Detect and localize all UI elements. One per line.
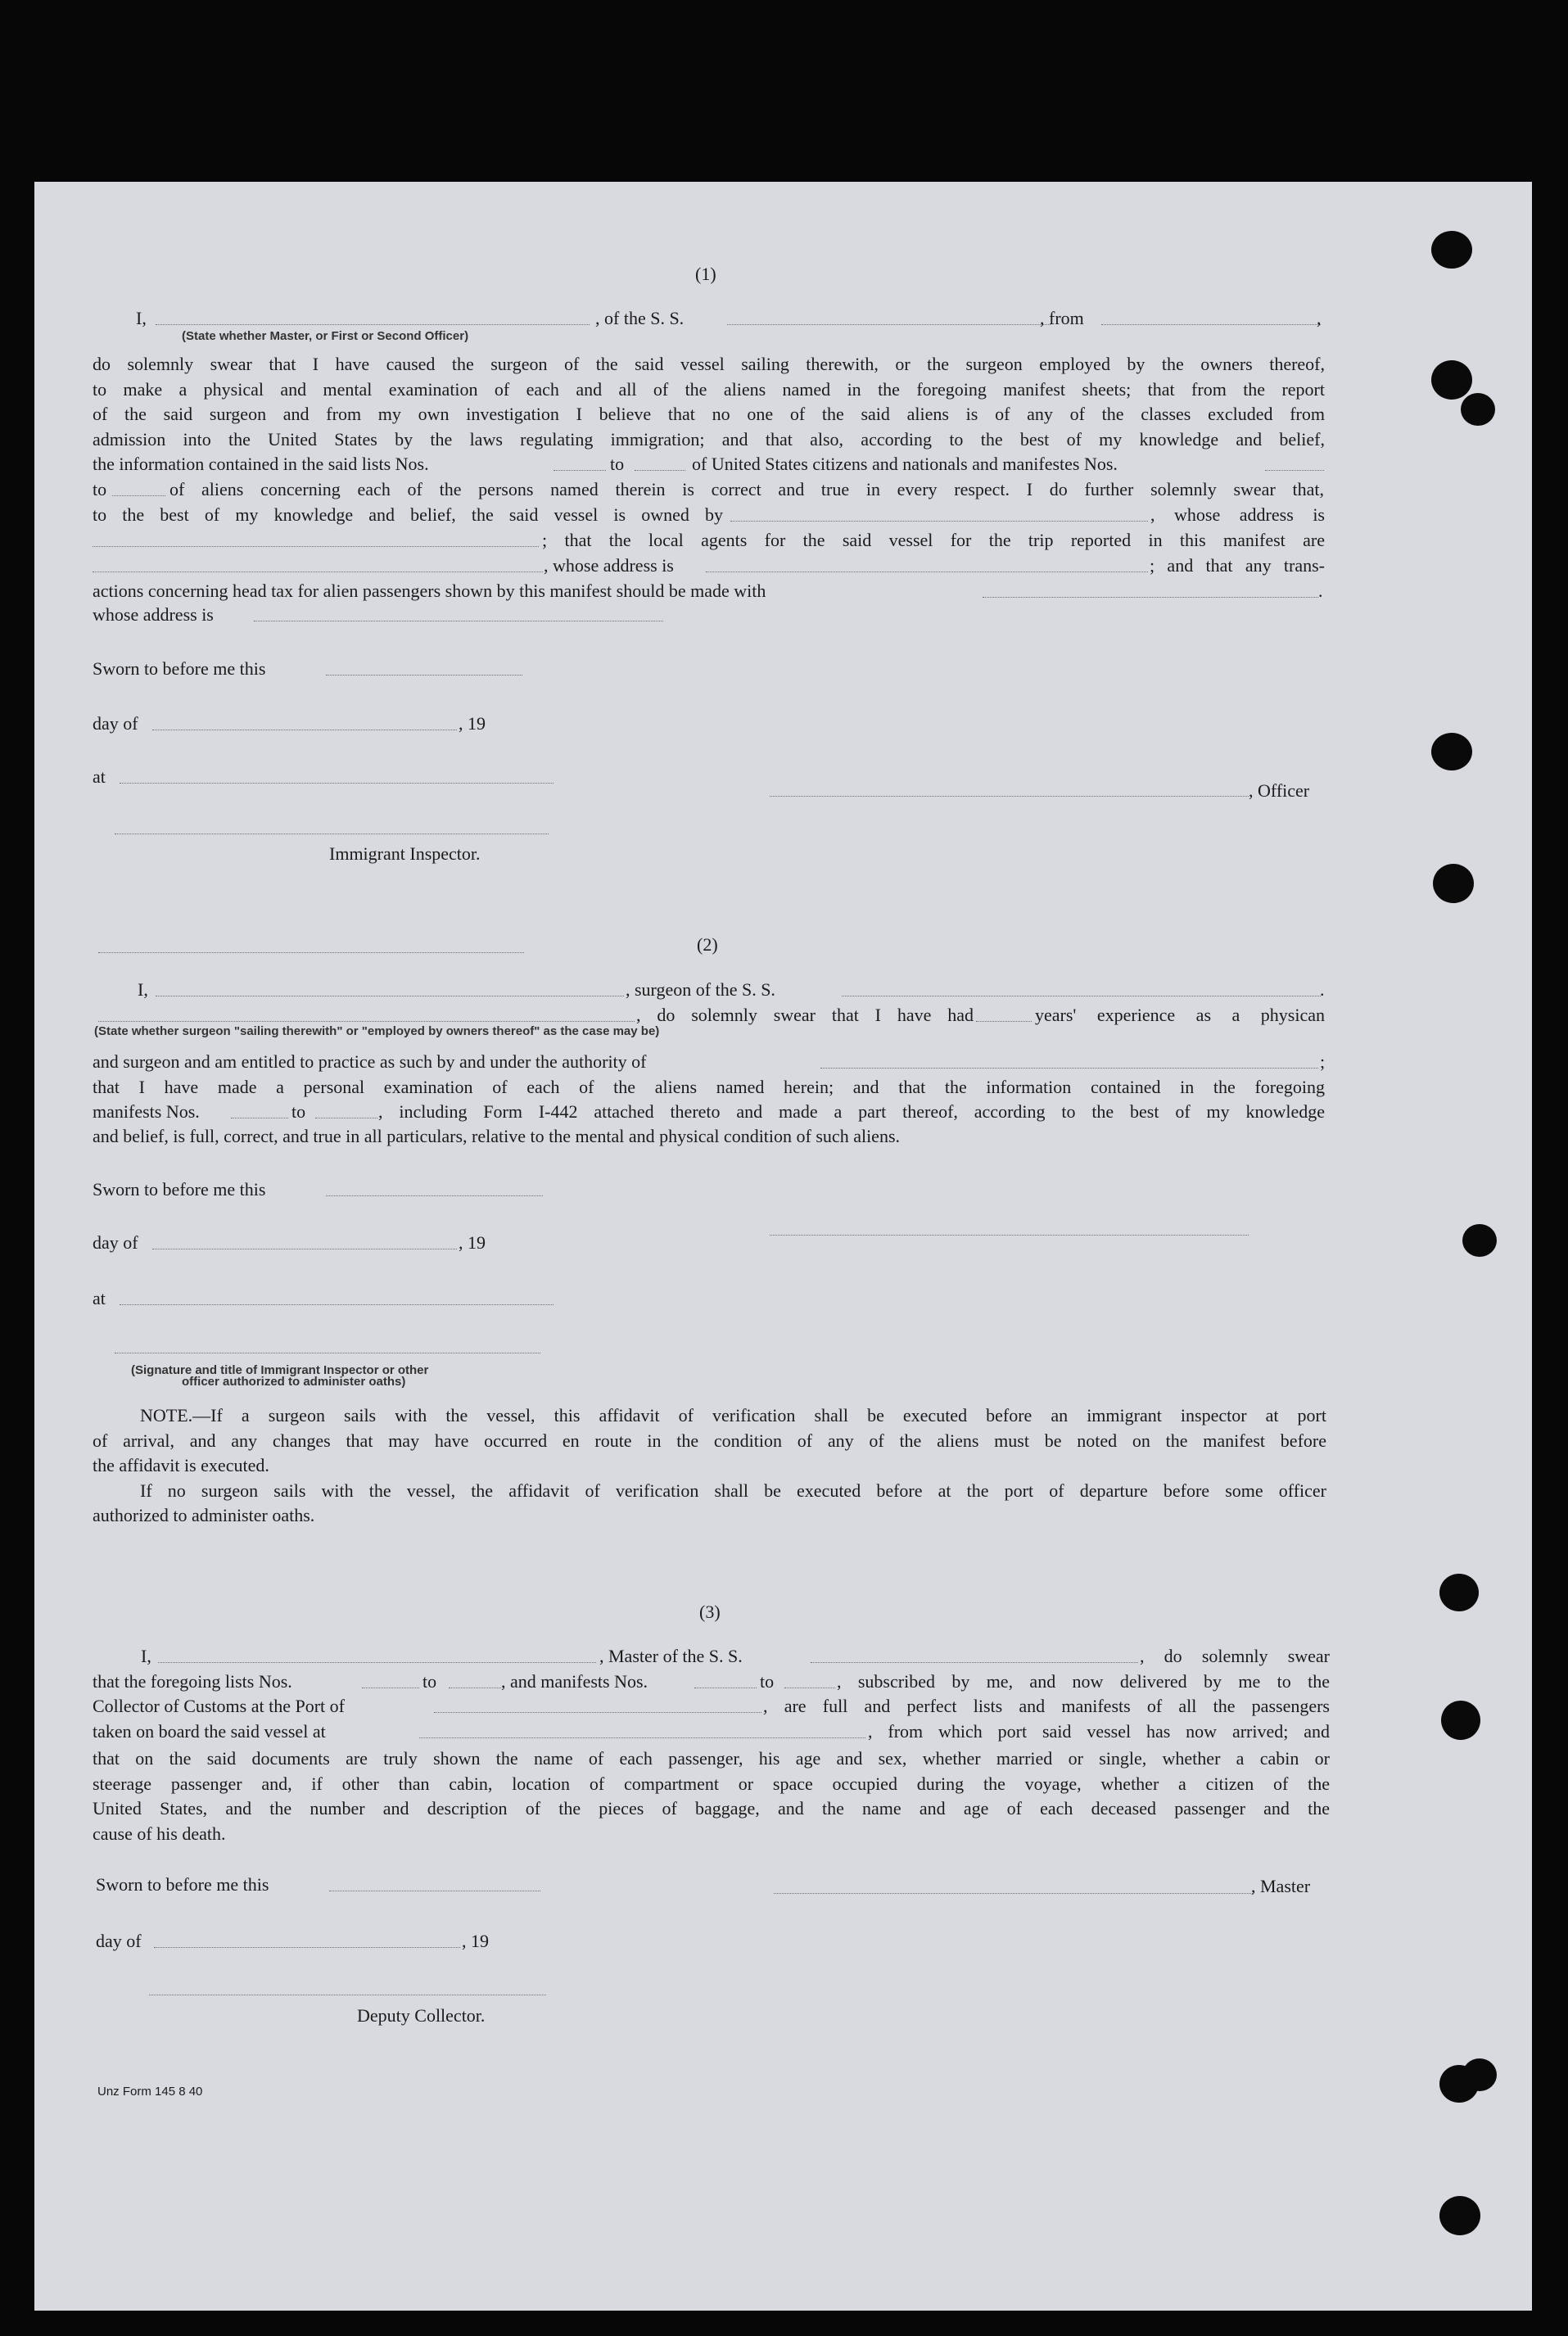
s1-body-line: of the said surgeon and from my own investigation I believe that no one of the said aliens is of any of the classes excluded from — [93, 404, 1325, 424]
s1-head-tax-line — [983, 597, 1318, 598]
s1-from-label: , from — [1040, 308, 1084, 328]
punch-hole — [1431, 360, 1472, 400]
s3-body-line: cause of his death. — [93, 1823, 226, 1844]
s3-day-of: day of — [96, 1931, 142, 1951]
s2-l4: that I have made a personal examination of each of the aliens named herein; and that the information contained in the foregoing — [93, 1077, 1325, 1097]
s2-sig-note-2: officer authorized to administer oaths) — [182, 1375, 406, 1389]
s1-of-ss-label: , of the S. S. — [595, 308, 685, 328]
s1-comma: , — [1317, 308, 1322, 328]
punch-hole — [1431, 231, 1472, 269]
s1-inspector-label: Immigrant Inspector. — [329, 843, 481, 864]
punch-hole — [1431, 733, 1472, 770]
s1-officer-name-line — [156, 324, 590, 325]
s2-comma: . — [1320, 979, 1325, 1000]
s2-sworn-line — [326, 1195, 543, 1196]
s2-top-line — [98, 952, 524, 953]
s3-day-line — [154, 1947, 460, 1948]
s3-l2d: to — [760, 1671, 775, 1692]
s1-body — [93, 352, 1325, 452]
s1-l6b: of aliens concerning each of the persons named therein is correct and true in every respect. I do further solemnly swear that, — [169, 479, 1324, 499]
s1-owner-line — [730, 521, 1148, 522]
s3-master-signature-line — [774, 1893, 1253, 1894]
s3-year: , 19 — [462, 1931, 489, 1951]
s1-owner-address-line — [93, 546, 539, 547]
s3-l2a: that the foregoing lists Nos. — [93, 1671, 292, 1692]
s3-l2e: , subscribed by me, and now delivered by me to the — [837, 1671, 1330, 1692]
s1-l11: whose address is — [93, 604, 214, 625]
s2-years: years' experience as a physican — [1035, 1005, 1325, 1025]
s2-note-line: the affidavit is executed. — [93, 1455, 269, 1475]
s1-day-of: day of — [93, 713, 138, 734]
punch-hole — [1461, 393, 1495, 426]
s1-lists-from-line — [554, 470, 606, 471]
s3-body-line: United States, and the number and description of the pieces of baggage, and the name and age of each deceased passenger and the — [93, 1798, 1330, 1819]
s2-swear: , do solemnly swear that I have had — [636, 1005, 974, 1025]
s2-note-line: of arrival, and any changes that may have occurred en route in the condition of any of the aliens must be noted on the manifest before — [93, 1430, 1326, 1451]
s2-sworn: Sworn to before me this — [93, 1179, 266, 1200]
section-3-number: (3) — [699, 1602, 721, 1622]
s2-type-note: (State whether surgeon "sailing therewith" or "employed by owners thereof" as the case may be) — [94, 1024, 660, 1038]
s1-body-line: to make a physical and mental examination of each and all of the aliens named in the foregoing manifest sheets; that from the report — [93, 378, 1325, 400]
s3-master-label: , Master — [1251, 1876, 1311, 1896]
s2-semicolon: ; — [1320, 1051, 1326, 1072]
s3-sworn: Sworn to before me this — [96, 1874, 269, 1895]
s2-surgeon-type-line — [98, 1021, 635, 1022]
form-number: Unz Form 145 8 40 — [97, 2085, 203, 2099]
s1-l9b: ; and that any trans- — [1150, 555, 1325, 576]
s1-l5b: to — [610, 454, 625, 474]
s1-l8: ; that the local agents for the said vessel for the trip reported in this manifest are — [542, 530, 1325, 550]
s3-body — [93, 1746, 1330, 1846]
s1-comma: . — [1318, 581, 1323, 601]
s1-from-port-line — [1101, 324, 1321, 325]
s1-l6a: to — [93, 479, 107, 499]
s3-l3b: , are full and perfect lists and manifests of all the passengers — [763, 1696, 1330, 1716]
s1-manifest-from-line — [1265, 470, 1324, 471]
s1-officer-note: (State whether Master, or First or Second Officer) — [182, 329, 469, 343]
s2-l5a: manifests Nos. — [93, 1101, 200, 1122]
s3-deputy-label: Deputy Collector. — [357, 2005, 486, 2026]
s3-boarding-port-line — [419, 1737, 865, 1738]
s1-manifest-to-line — [112, 495, 165, 496]
form-sheet — [34, 182, 1532, 2311]
s1-ship-name-line — [727, 324, 1051, 325]
s1-officer-signature-line — [770, 796, 1249, 797]
s1-i-label: I, — [136, 308, 147, 328]
s1-body-line: do solemnly swear that I have caused the surgeon of the said vessel sailing therewith, or the surgeon employed by the owners thereof, — [93, 354, 1325, 374]
s3-l2b: to — [423, 1671, 437, 1692]
s3-swear: , do solemnly swear — [1140, 1646, 1330, 1666]
s1-sworn: Sworn to before me this — [93, 658, 266, 679]
s1-l9a: , whose address is — [544, 555, 674, 576]
s1-l5a: the information contained in the said lists Nos. — [93, 454, 429, 474]
s3-port-line — [434, 1712, 761, 1713]
s2-at-line — [120, 1304, 554, 1305]
s1-at-line — [120, 783, 554, 784]
s3-l3a: Collector of Customs at the Port of — [93, 1696, 345, 1716]
s2-note-line: If no surgeon sails with the vessel, the affidavit of verification shall be executed before at the port of departure before some officer — [140, 1480, 1326, 1501]
s2-note — [93, 1403, 1326, 1529]
s1-at: at — [93, 766, 106, 787]
s2-surgeon-signature-line — [770, 1235, 1249, 1236]
s2-authority-line — [820, 1068, 1318, 1069]
section-2-number: (2) — [697, 934, 718, 955]
punch-hole — [1439, 1574, 1479, 1611]
punch-hole — [1439, 2196, 1480, 2235]
section-1-number: (1) — [695, 264, 716, 284]
punch-hole — [1462, 2058, 1497, 2091]
s1-l10: actions concerning head tax for alien passengers shown by this manifest should be made with — [93, 581, 766, 601]
s3-l4a: taken on board the said vessel at — [93, 1721, 326, 1742]
s2-sig-note-1: (Signature and title of Immigrant Inspector or other — [131, 1363, 429, 1377]
s1-l5c: of United States citizens and nationals and manifestes Nos. — [692, 454, 1118, 474]
s2-at: at — [93, 1288, 106, 1308]
punch-hole — [1462, 1224, 1497, 1257]
s2-years-line — [976, 1021, 1032, 1022]
punch-hole — [1441, 1701, 1480, 1740]
s1-lists-to-line — [635, 470, 685, 471]
s1-l7b: , whose address is — [1150, 504, 1325, 525]
s2-note-line: NOTE.—If a surgeon sails with the vessel, this affidavit of verification shall be executed before an immigrant inspector at port — [140, 1405, 1326, 1426]
s3-i-label: I, — [141, 1646, 151, 1666]
s2-note-line: authorized to administer oaths. — [93, 1505, 315, 1525]
s3-l4b: , from which port said vessel has now arrived; and — [868, 1721, 1330, 1742]
s2-l3: and surgeon and am entitled to practice as such by and under the authority of — [93, 1051, 647, 1072]
s3-body-line: that on the said documents are truly shown the name of each passenger, his age and sex, whether married or single, whether a cabin or — [93, 1748, 1330, 1769]
s2-day-of: day of — [93, 1232, 138, 1253]
s3-master-of: , Master of the S. S. — [599, 1646, 743, 1666]
s2-l6: and belief, is full, correct, and true in all particulars, relative to the mental and physical condition of such aliens. — [93, 1126, 901, 1146]
s2-year: , 19 — [459, 1232, 486, 1253]
s2-l5b: to — [291, 1101, 306, 1122]
s1-year: , 19 — [459, 713, 486, 734]
s3-ship-name-line — [811, 1662, 1138, 1663]
s1-body-line: admission into the United States by the laws regulating immigration; and that also, according to the best of my knowledge and belief, — [93, 428, 1325, 450]
s2-surgeon-of: , surgeon of the S. S. — [626, 979, 775, 1000]
s3-master-name-line — [158, 1662, 596, 1663]
s1-officer-label: , Officer — [1249, 780, 1310, 801]
punch-hole — [1433, 864, 1474, 903]
s3-body-line: steerage passenger and, if other than cabin, location of compartment or space occupied during the voyage, whether a citizen of the — [93, 1773, 1330, 1794]
s2-i-label: I, — [138, 979, 148, 1000]
s1-l7a: to the best of my knowledge and belief, the said vessel is owned by — [93, 504, 723, 525]
s2-l5c: , including Form I-442 attached thereto and made a part thereof, according to the best of my knowledge — [378, 1101, 1325, 1122]
s3-l2c: , and manifests Nos. — [501, 1671, 648, 1692]
